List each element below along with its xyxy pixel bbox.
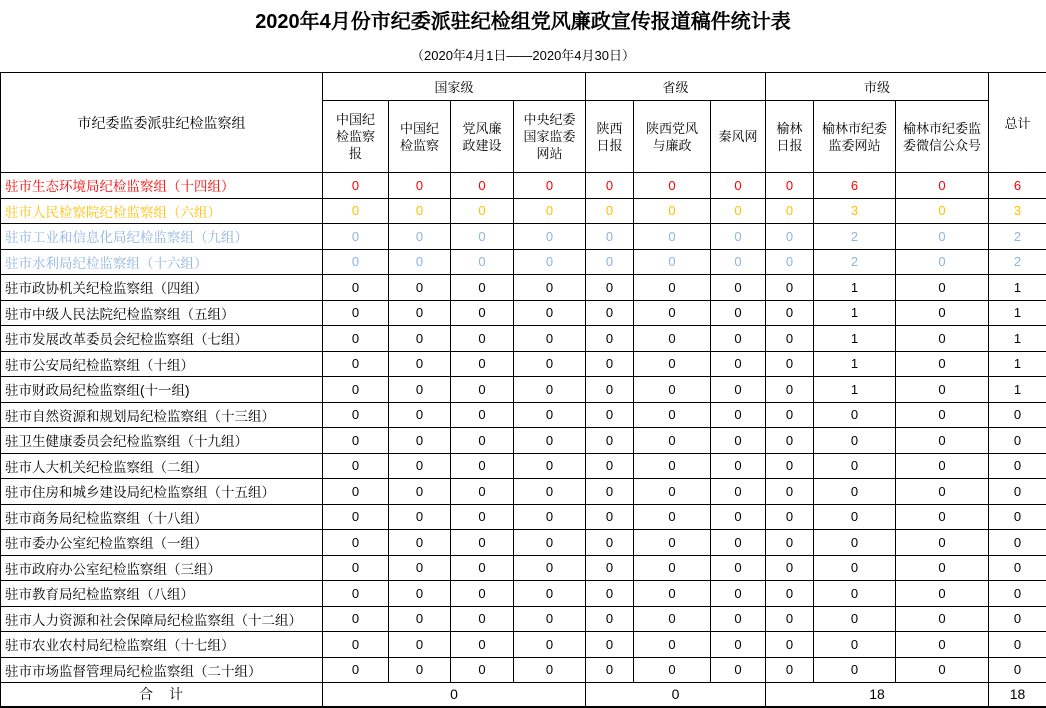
value-cell: 0: [766, 300, 814, 326]
page-title: 2020年4月份市纪委派驻纪检组党风廉政宣传报道稿件统计表: [255, 11, 791, 33]
value-cell: 0: [514, 198, 586, 224]
value-cell: 0: [814, 581, 896, 607]
table-row: [1, 249, 1046, 275]
value-cell: 0: [514, 326, 586, 352]
value-cell: 0: [389, 402, 451, 428]
value-cell: 0: [896, 632, 989, 658]
value-cell: 0: [586, 657, 634, 683]
table-row: [1, 479, 1046, 505]
value-cell: 0: [389, 453, 451, 479]
table-row: [1, 453, 1046, 479]
value-cell: 0: [451, 453, 514, 479]
value-cell: 0: [451, 224, 514, 250]
group-header-provincial: 省级: [586, 73, 766, 101]
value-cell: 0: [896, 249, 989, 275]
value-cell: 0: [389, 606, 451, 632]
row-total-cell: 1: [989, 377, 1046, 403]
value-cell: 0: [451, 606, 514, 632]
value-cell: 0: [514, 173, 586, 199]
table-row: [1, 581, 1046, 607]
value-cell: 0: [323, 402, 389, 428]
org-name-cell: 驻市水利局纪检监察组（十六组）: [1, 249, 323, 275]
value-cell: 0: [514, 581, 586, 607]
value-cell: 0: [634, 300, 711, 326]
value-cell: 0: [389, 377, 451, 403]
value-cell: 0: [323, 326, 389, 352]
org-name-cell: 驻市生态环境局纪检监察组（十四组）: [1, 173, 323, 199]
value-cell: 0: [323, 555, 389, 581]
value-cell: 0: [586, 377, 634, 403]
value-cell: 0: [766, 453, 814, 479]
table-row: [1, 300, 1046, 326]
value-cell: 0: [586, 224, 634, 250]
footer-label: 合 计: [1, 683, 323, 707]
table-row: [1, 555, 1046, 581]
value-cell: 0: [896, 173, 989, 199]
table-row: [1, 275, 1046, 301]
value-cell: 0: [711, 173, 766, 199]
value-cell: 0: [389, 351, 451, 377]
value-cell: 0: [323, 530, 389, 556]
value-cell: 0: [814, 479, 896, 505]
value-cell: 0: [323, 224, 389, 250]
value-cell: 0: [711, 377, 766, 403]
value-cell: 0: [634, 326, 711, 352]
value-cell: 0: [586, 504, 634, 530]
value-cell: 0: [323, 657, 389, 683]
value-cell: 0: [323, 581, 389, 607]
value-cell: 0: [711, 198, 766, 224]
value-cell: 0: [766, 198, 814, 224]
table-row: [1, 402, 1046, 428]
value-cell: 6: [814, 173, 896, 199]
value-cell: 0: [389, 275, 451, 301]
org-name-cell: 驻市农业农村局纪检监察组（十七组）: [1, 632, 323, 658]
org-name-cell: 驻市市场监督管理局纪检监察组（二十组）: [1, 657, 323, 683]
value-cell: 0: [766, 173, 814, 199]
table-row: [1, 530, 1046, 556]
org-name-cell: 驻市政府办公室纪检监察组（三组）: [1, 555, 323, 581]
value-cell: 0: [634, 632, 711, 658]
value-cell: 0: [711, 428, 766, 454]
value-cell: 0: [586, 632, 634, 658]
value-cell: 0: [323, 632, 389, 658]
value-cell: 0: [711, 275, 766, 301]
value-cell: 0: [766, 632, 814, 658]
value-cell: 2: [814, 224, 896, 250]
org-name-cell: 驻市自然资源和规划局纪检监察组（十三组）: [1, 402, 323, 428]
org-column-header: 市纪委监委派驻纪检监察组: [1, 73, 323, 173]
row-total-cell: 2: [989, 249, 1046, 275]
value-cell: 0: [451, 249, 514, 275]
footer-row: [1, 683, 1046, 707]
value-cell: 0: [586, 249, 634, 275]
value-cell: 0: [896, 351, 989, 377]
value-cell: 0: [711, 581, 766, 607]
row-total-cell: 0: [989, 402, 1046, 428]
value-cell: 0: [896, 300, 989, 326]
value-cell: 0: [586, 351, 634, 377]
value-cell: 0: [586, 173, 634, 199]
value-cell: 0: [711, 249, 766, 275]
value-cell: 0: [634, 351, 711, 377]
org-name-cell: 驻市发展改革委员会纪检监察组（七组）: [1, 326, 323, 352]
value-cell: 0: [514, 657, 586, 683]
value-cell: 0: [634, 275, 711, 301]
table-row: [1, 657, 1046, 683]
value-cell: 0: [451, 632, 514, 658]
value-cell: 0: [711, 657, 766, 683]
value-cell: 0: [586, 606, 634, 632]
value-cell: 0: [766, 657, 814, 683]
column-header-dflzjs: 党风廉政建设: [451, 101, 514, 173]
table-row: [1, 326, 1046, 352]
value-cell: 0: [896, 198, 989, 224]
table-row: [1, 224, 1046, 250]
value-cell: 0: [766, 275, 814, 301]
org-name-cell: 驻市中级人民法院纪检监察组（五组）: [1, 300, 323, 326]
value-cell: 0: [451, 377, 514, 403]
value-cell: 0: [814, 504, 896, 530]
value-cell: 0: [323, 351, 389, 377]
org-name-cell: 驻市教育局纪检监察组（八组）: [1, 581, 323, 607]
value-cell: 0: [586, 479, 634, 505]
value-cell: 0: [711, 300, 766, 326]
row-total-cell: 0: [989, 504, 1046, 530]
value-cell: 0: [896, 530, 989, 556]
table-row: [1, 428, 1046, 454]
org-name-cell: 驻市人大机关纪检监察组（二组）: [1, 453, 323, 479]
value-cell: 2: [814, 249, 896, 275]
value-cell: 0: [514, 300, 586, 326]
org-name-cell: 驻市财政局纪检监察组(十一组): [1, 377, 323, 403]
org-name-cell: 驻市政协机关纪检监察组（四组）: [1, 275, 323, 301]
value-cell: 0: [766, 351, 814, 377]
table-row: [1, 198, 1046, 224]
value-cell: 0: [711, 351, 766, 377]
value-cell: 0: [451, 479, 514, 505]
value-cell: 0: [634, 377, 711, 403]
value-cell: 0: [634, 504, 711, 530]
value-cell: 0: [514, 504, 586, 530]
footer-municipal-total: 18: [766, 683, 989, 707]
value-cell: 0: [896, 657, 989, 683]
value-cell: 0: [634, 453, 711, 479]
value-cell: 0: [766, 402, 814, 428]
value-cell: 0: [451, 275, 514, 301]
footer-provincial-total: 0: [586, 683, 766, 707]
value-cell: 0: [711, 632, 766, 658]
value-cell: 0: [634, 173, 711, 199]
value-cell: 0: [634, 555, 711, 581]
row-total-cell: 0: [989, 581, 1046, 607]
table-row: [1, 632, 1046, 658]
value-cell: 0: [896, 428, 989, 454]
table-row: [1, 351, 1046, 377]
row-total-cell: 1: [989, 300, 1046, 326]
value-cell: 1: [814, 377, 896, 403]
value-cell: 1: [814, 300, 896, 326]
column-header-sxdfylz: 陕西党风与廉政: [634, 101, 711, 173]
value-cell: 0: [514, 249, 586, 275]
value-cell: 0: [514, 377, 586, 403]
value-cell: 3: [814, 198, 896, 224]
value-cell: 0: [766, 581, 814, 607]
value-cell: 0: [514, 555, 586, 581]
value-cell: 0: [711, 453, 766, 479]
value-cell: 0: [766, 428, 814, 454]
value-cell: 0: [766, 249, 814, 275]
table-row: [1, 606, 1046, 632]
value-cell: 0: [634, 606, 711, 632]
value-cell: 0: [514, 453, 586, 479]
row-total-cell: 0: [989, 606, 1046, 632]
value-cell: 0: [323, 275, 389, 301]
value-cell: 0: [711, 606, 766, 632]
value-cell: 0: [451, 657, 514, 683]
value-cell: 0: [766, 530, 814, 556]
footer-grand-total: 18: [989, 683, 1046, 707]
value-cell: 0: [514, 479, 586, 505]
value-cell: 0: [896, 581, 989, 607]
value-cell: 0: [814, 428, 896, 454]
column-header-zgjjjcb: 中国纪检监察报: [323, 101, 389, 173]
org-name-cell: 驻市商务局纪检监察组（十八组）: [1, 504, 323, 530]
statistics-table: [0, 72, 1046, 708]
value-cell: 0: [586, 581, 634, 607]
value-cell: 0: [323, 377, 389, 403]
row-total-cell: 0: [989, 453, 1046, 479]
table-body: [1, 173, 1046, 683]
value-cell: 0: [586, 198, 634, 224]
row-total-cell: 1: [989, 351, 1046, 377]
value-cell: 0: [389, 428, 451, 454]
group-header-national: 国家级: [323, 73, 586, 101]
value-cell: 0: [389, 555, 451, 581]
header-group-row: [1, 73, 1046, 101]
value-cell: 0: [451, 530, 514, 556]
value-cell: 0: [451, 581, 514, 607]
value-cell: 1: [814, 275, 896, 301]
row-total-cell: 2: [989, 224, 1046, 250]
value-cell: 0: [711, 402, 766, 428]
value-cell: 0: [896, 402, 989, 428]
value-cell: 0: [389, 632, 451, 658]
table-row: [1, 504, 1046, 530]
value-cell: 0: [634, 402, 711, 428]
value-cell: 1: [814, 326, 896, 352]
row-total-cell: 0: [989, 657, 1046, 683]
row-total-cell: 0: [989, 555, 1046, 581]
value-cell: 0: [389, 530, 451, 556]
value-cell: 0: [451, 402, 514, 428]
value-cell: 0: [814, 453, 896, 479]
value-cell: 0: [634, 198, 711, 224]
org-name-cell: 驻市住房和城乡建设局纪检监察组（十五组）: [1, 479, 323, 505]
value-cell: 0: [814, 657, 896, 683]
value-cell: 0: [766, 555, 814, 581]
value-cell: 0: [451, 326, 514, 352]
value-cell: 0: [451, 300, 514, 326]
value-cell: 0: [451, 555, 514, 581]
value-cell: 0: [514, 224, 586, 250]
value-cell: 0: [323, 300, 389, 326]
value-cell: 0: [389, 504, 451, 530]
table-row: [1, 377, 1046, 403]
row-total-cell: 1: [989, 326, 1046, 352]
value-cell: 0: [766, 504, 814, 530]
value-cell: 0: [711, 479, 766, 505]
org-name-cell: 驻市人民检察院纪检监察组（六组）: [1, 198, 323, 224]
row-total-cell: 1: [989, 275, 1046, 301]
value-cell: 0: [514, 606, 586, 632]
value-cell: 0: [634, 530, 711, 556]
value-cell: 0: [814, 530, 896, 556]
row-total-cell: 0: [989, 479, 1046, 505]
column-header-ylrb: 榆林日报: [766, 101, 814, 173]
value-cell: 0: [586, 326, 634, 352]
value-cell: 0: [896, 326, 989, 352]
column-header-qfw: 秦风网: [711, 101, 766, 173]
value-cell: 0: [451, 428, 514, 454]
total-column-header: 总计: [989, 73, 1046, 173]
value-cell: 0: [766, 479, 814, 505]
value-cell: 0: [896, 453, 989, 479]
value-cell: 0: [514, 275, 586, 301]
value-cell: 0: [766, 377, 814, 403]
footer-national-total: 0: [323, 683, 586, 707]
value-cell: 0: [814, 606, 896, 632]
value-cell: 0: [896, 275, 989, 301]
row-total-cell: 0: [989, 530, 1046, 556]
value-cell: 0: [814, 632, 896, 658]
org-name-cell: 驻卫生健康委员会纪检监察组（十九组）: [1, 428, 323, 454]
value-cell: 0: [634, 479, 711, 505]
value-cell: 0: [389, 657, 451, 683]
value-cell: 0: [634, 224, 711, 250]
value-cell: 0: [389, 224, 451, 250]
value-cell: 0: [323, 479, 389, 505]
value-cell: 0: [896, 377, 989, 403]
value-cell: 0: [323, 504, 389, 530]
value-cell: 0: [711, 504, 766, 530]
value-cell: 0: [323, 198, 389, 224]
column-header-yljwwz: 榆林市纪委监委网站: [814, 101, 896, 173]
value-cell: 0: [711, 224, 766, 250]
value-cell: 0: [711, 530, 766, 556]
row-total-cell: 3: [989, 198, 1046, 224]
value-cell: 0: [586, 530, 634, 556]
value-cell: 0: [634, 249, 711, 275]
value-cell: 0: [514, 632, 586, 658]
value-cell: 0: [323, 173, 389, 199]
table-row: [1, 173, 1046, 199]
value-cell: 0: [451, 198, 514, 224]
page-subtitle: （2020年4月1日——2020年4月30日）: [411, 48, 635, 63]
value-cell: 0: [634, 581, 711, 607]
org-name-cell: 驻市工业和信息化局纪检监察组（九组）: [1, 224, 323, 250]
column-header-sxrb: 陕西日报: [586, 101, 634, 173]
value-cell: 0: [514, 402, 586, 428]
value-cell: 0: [389, 300, 451, 326]
value-cell: 0: [766, 606, 814, 632]
column-header-yljwwx: 榆林市纪委监委微信公众号: [896, 101, 989, 173]
value-cell: 0: [514, 530, 586, 556]
value-cell: 0: [451, 504, 514, 530]
value-cell: 0: [389, 173, 451, 199]
value-cell: 0: [896, 606, 989, 632]
value-cell: 0: [814, 402, 896, 428]
value-cell: 0: [451, 173, 514, 199]
value-cell: 0: [896, 555, 989, 581]
value-cell: 0: [634, 657, 711, 683]
row-total-cell: 6: [989, 173, 1046, 199]
value-cell: 0: [514, 428, 586, 454]
column-header-zgjjjc: 中国纪检监察: [389, 101, 451, 173]
value-cell: 0: [323, 453, 389, 479]
org-name-cell: 驻市公安局纪检监察组（十组）: [1, 351, 323, 377]
value-cell: 0: [766, 224, 814, 250]
value-cell: 0: [389, 198, 451, 224]
value-cell: 0: [766, 326, 814, 352]
value-cell: 0: [711, 555, 766, 581]
value-cell: 0: [586, 275, 634, 301]
value-cell: 0: [323, 606, 389, 632]
column-header-zyjwwz: 中央纪委国家监委网站: [514, 101, 586, 173]
value-cell: 0: [514, 351, 586, 377]
group-header-municipal: 市级: [766, 73, 989, 101]
value-cell: 0: [896, 224, 989, 250]
value-cell: 0: [586, 453, 634, 479]
row-total-cell: 0: [989, 428, 1046, 454]
value-cell: 0: [896, 479, 989, 505]
value-cell: 0: [389, 581, 451, 607]
value-cell: 0: [389, 249, 451, 275]
value-cell: 0: [389, 326, 451, 352]
value-cell: 0: [711, 326, 766, 352]
value-cell: 0: [586, 402, 634, 428]
value-cell: 0: [586, 555, 634, 581]
value-cell: 0: [323, 249, 389, 275]
value-cell: 0: [323, 428, 389, 454]
value-cell: 0: [896, 504, 989, 530]
value-cell: 0: [586, 300, 634, 326]
value-cell: 0: [586, 428, 634, 454]
value-cell: 0: [634, 428, 711, 454]
org-name-cell: 驻市委办公室纪检监察组（一组）: [1, 530, 323, 556]
value-cell: 0: [451, 351, 514, 377]
row-total-cell: 0: [989, 632, 1046, 658]
value-cell: 0: [814, 555, 896, 581]
org-name-cell: 驻市人力资源和社会保障局纪检监察组（十二组）: [1, 606, 323, 632]
value-cell: 1: [814, 351, 896, 377]
value-cell: 0: [389, 479, 451, 505]
